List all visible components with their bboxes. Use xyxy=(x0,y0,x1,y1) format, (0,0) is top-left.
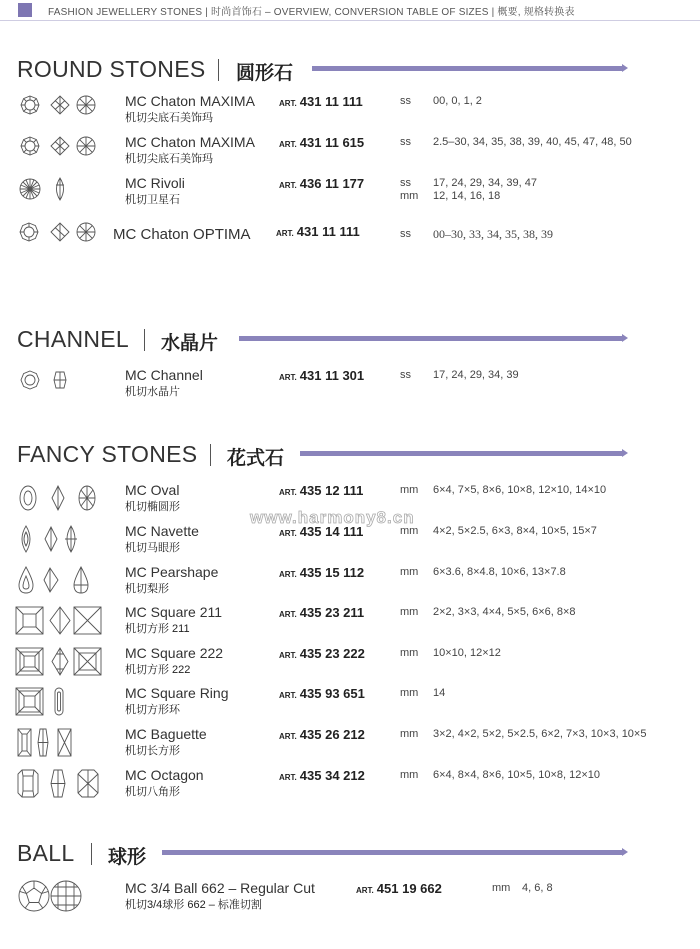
stone-name-cn: 机切卫星石 xyxy=(125,194,180,206)
stone-row xyxy=(0,218,700,256)
navette-top-icon xyxy=(22,526,30,552)
stone-row xyxy=(0,645,700,683)
stone-name-en: MC Baguette xyxy=(125,726,207,742)
baguette-icons xyxy=(14,726,104,760)
channel-side-icon xyxy=(54,372,66,388)
stone-row xyxy=(0,134,700,172)
article-number xyxy=(279,768,365,783)
square-211-icons xyxy=(14,604,104,638)
stone-row xyxy=(0,685,700,723)
art-value: 435 23 222 xyxy=(299,646,365,661)
octagon-side-icon xyxy=(51,770,65,797)
art-value: 435 15 112 xyxy=(299,565,365,580)
size-unit: mm xyxy=(400,525,419,537)
baguette-top-icon xyxy=(18,729,31,756)
article-number xyxy=(279,94,363,109)
stone-name-en: MC Oval xyxy=(125,482,180,498)
stone-name-en: MC Square 222 xyxy=(125,645,224,661)
art-value: 431 11 111 xyxy=(296,224,360,239)
stone-name-cn: 机切梨形 xyxy=(125,583,169,595)
size-unit: mm xyxy=(400,606,419,618)
sizes-mm: 12, 14, 16, 18 xyxy=(433,190,501,202)
chaton-top-icon xyxy=(21,96,39,114)
stone-name-en: MC Channel xyxy=(125,367,203,383)
article-number xyxy=(279,483,363,498)
art-value: 451 19 662 xyxy=(376,881,442,896)
header-text: FASHION JEWELLERY STONES | 时尚首饰石 – OVERVIEW, CONVERSION TABLE OF SIZES | 概要, 规格转换表 xyxy=(48,7,575,18)
section-accent-bar xyxy=(239,336,622,341)
rivoli-icons xyxy=(14,175,104,209)
chaton-icons xyxy=(14,93,104,127)
size-list: 3×2, 4×2, 5×2, 5×2.5, 6×2, 7×3, 10×3, 10×5 xyxy=(433,728,647,740)
size-unit: mm xyxy=(400,687,419,699)
article-number xyxy=(279,727,365,742)
oval-side-icon xyxy=(52,486,64,510)
size-list: 00, 0, 1, 2 xyxy=(433,95,482,107)
art-prefix: ART. xyxy=(279,181,297,190)
stone-name-en: MC Chaton OPTIMA xyxy=(113,226,251,243)
stone-name-cn: 机切尖底石美饰玛 xyxy=(125,112,213,124)
art-value: 435 34 212 xyxy=(299,768,365,783)
stone-name-cn: 机切八角形 xyxy=(125,786,180,798)
art-prefix: ART. xyxy=(279,610,297,619)
section-title-cn: 花式石 xyxy=(227,448,285,469)
article-number xyxy=(279,605,364,620)
stone-name-en: MC Square 211 xyxy=(125,604,223,620)
size-unit: ss xyxy=(400,228,411,240)
sizes-ss: 17, 24, 29, 34, 39, 47 xyxy=(433,177,537,189)
section-accent-bar xyxy=(312,66,622,71)
section-title-cn: 水晶片 xyxy=(161,333,219,354)
title-separator xyxy=(218,59,219,81)
stone-name-en: MC Chaton MAXIMA xyxy=(125,134,255,150)
stone-name-en: MC Rivoli xyxy=(125,175,185,191)
chaton-side-icon xyxy=(51,96,69,114)
article-number xyxy=(279,686,365,701)
article-number xyxy=(279,135,364,150)
unit-mm: mm xyxy=(400,190,419,202)
section-title-en: BALL xyxy=(17,840,75,866)
size-list: 6×3.6, 8×4.8, 10×6, 13×7.8 xyxy=(433,566,566,578)
art-prefix: ART. xyxy=(356,886,374,895)
header-rule xyxy=(0,20,700,21)
octagon-icons xyxy=(14,767,104,801)
pearshape-icons xyxy=(14,564,104,598)
stone-name-cn: 机切椭圆形 xyxy=(125,501,180,513)
size-list: 00–30, 33, 34, 35, 38, 39 xyxy=(433,227,553,241)
art-prefix: ART. xyxy=(279,732,297,741)
unit-ss: ss xyxy=(400,177,411,189)
title-separator xyxy=(91,843,92,865)
section-accent-bar xyxy=(162,850,622,855)
art-prefix: ART. xyxy=(279,691,297,700)
channel-icons xyxy=(14,367,104,401)
chaton-optima-icons xyxy=(14,218,104,252)
size-unit: mm xyxy=(400,728,419,740)
art-value: 431 11 301 xyxy=(299,368,365,383)
art-prefix: ART. xyxy=(279,529,297,538)
pear-bottom-icon xyxy=(74,567,88,593)
stone-row xyxy=(0,175,700,213)
navette-bottom-icon xyxy=(65,526,77,552)
size-list: 6×4, 8×4, 8×6, 10×5, 10×8, 12×10 xyxy=(433,769,600,781)
navette-side-icon xyxy=(45,527,57,551)
art-value: 435 23 211 xyxy=(299,605,365,620)
stone-row xyxy=(0,604,700,642)
art-value: 436 11 177 xyxy=(299,176,365,191)
baguette-side-icon xyxy=(38,729,48,756)
section-title-en: ROUND STONES xyxy=(17,56,206,82)
art-prefix: ART. xyxy=(279,773,297,782)
size-list: 14 xyxy=(433,687,446,699)
size-unit xyxy=(400,177,418,203)
size-unit: mm xyxy=(400,769,419,781)
watermark: www.harmony8.cn xyxy=(250,508,415,527)
section-title-en: CHANNEL xyxy=(17,326,130,352)
stone-row xyxy=(0,367,700,405)
art-prefix: ART. xyxy=(279,488,297,497)
title-separator xyxy=(210,444,211,466)
art-prefix: ART. xyxy=(279,651,297,660)
size-unit: mm xyxy=(400,566,419,578)
stone-row xyxy=(0,564,700,602)
art-prefix: ART. xyxy=(276,229,294,238)
article-number xyxy=(356,881,442,896)
size-list: 2.5–30, 34, 35, 38, 39, 40, 45, 47, 48, 50 xyxy=(433,136,632,148)
art-value: 435 12 111 xyxy=(299,483,364,498)
size-unit: ss xyxy=(400,95,411,107)
stone-name-cn: 机切马眼形 xyxy=(125,542,180,554)
stone-name-cn: 机切长方形 xyxy=(125,745,180,757)
art-prefix: ART. xyxy=(279,570,297,579)
size-unit: mm xyxy=(492,882,511,894)
chaton-icons xyxy=(14,134,104,168)
square-222-icons xyxy=(14,645,104,679)
channel-top-icon xyxy=(21,371,39,389)
stone-name-en: MC Pearshape xyxy=(125,564,219,580)
article-number xyxy=(276,224,360,239)
art-value: 431 11 111 xyxy=(299,94,363,109)
section-title-en: FANCY STONES xyxy=(17,441,198,467)
article-number xyxy=(279,565,364,580)
size-list: 2×2, 3×3, 4×4, 5×5, 6×6, 8×8 xyxy=(433,606,576,618)
ball-icons xyxy=(14,880,104,914)
article-number xyxy=(279,368,364,383)
chaton-bottom-icon xyxy=(77,96,95,114)
octagon-top-icon xyxy=(18,770,38,797)
size-list xyxy=(433,177,537,203)
stone-row xyxy=(0,523,700,561)
stone-name-cn: 机切3/4球形 662 – 标准切割 xyxy=(125,899,262,911)
pear-side-icon xyxy=(44,568,58,592)
page-header xyxy=(0,0,700,20)
stone-name-en: MC Square Ring xyxy=(125,685,229,701)
stone-row xyxy=(0,880,700,918)
stone-name-cn: 机切尖底石美饰玛 xyxy=(125,153,213,165)
section-accent-bar xyxy=(300,451,622,456)
stone-name-en: MC Octagon xyxy=(125,767,204,783)
stone-name-cn: 机切方形 222 xyxy=(125,664,191,676)
title-separator xyxy=(144,329,145,351)
stone-name-en: MC 3/4 Ball 662 – Regular Cut xyxy=(125,880,315,896)
stone-name-cn: 机切方形 211 xyxy=(125,623,190,635)
size-unit: mm xyxy=(400,484,419,496)
art-value: 435 26 212 xyxy=(299,727,365,742)
stone-name-en: MC Navette xyxy=(125,523,199,539)
stone-row xyxy=(0,93,700,131)
art-prefix: ART. xyxy=(279,140,297,149)
size-list: 17, 24, 29, 34, 39 xyxy=(433,369,519,381)
stone-row xyxy=(0,767,700,805)
stone-name-cn: 机切水晶片 xyxy=(125,386,180,398)
size-unit: ss xyxy=(400,136,411,148)
size-list: 4, 6, 8 xyxy=(522,882,553,894)
rivoli-side-icon xyxy=(56,178,64,200)
art-value: 435 93 651 xyxy=(299,686,365,701)
stone-name-en: MC Chaton MAXIMA xyxy=(125,93,255,109)
article-number xyxy=(279,176,364,191)
square-side-icon xyxy=(52,648,68,675)
stone-row xyxy=(0,726,700,764)
size-list: 6×4, 7×5, 8×6, 10×8, 12×10, 14×10 xyxy=(433,484,607,496)
art-value: 435 14 111 xyxy=(299,524,364,539)
section-title-cn: 球形 xyxy=(108,847,147,868)
size-unit: mm xyxy=(400,647,419,659)
size-list: 4×2, 5×2.5, 6×3, 8×4, 10×5, 15×7 xyxy=(433,525,597,537)
square-side-icon xyxy=(50,607,70,634)
square-ring-icons xyxy=(14,685,104,719)
size-list: 10×10, 12×12 xyxy=(433,647,501,659)
oval-icons xyxy=(14,482,104,516)
oval-top-icon xyxy=(20,486,36,510)
size-unit: ss xyxy=(400,369,411,381)
pear-top-icon xyxy=(19,567,33,593)
article-number xyxy=(279,646,365,661)
art-prefix: ART. xyxy=(279,99,297,108)
art-prefix: ART. xyxy=(279,373,297,382)
section-title-cn: 圆形石 xyxy=(236,63,294,84)
header-marker xyxy=(18,3,32,17)
navette-icons xyxy=(14,523,104,557)
art-value: 431 11 615 xyxy=(299,135,365,150)
stone-name-cn: 机切方形环 xyxy=(125,704,180,716)
